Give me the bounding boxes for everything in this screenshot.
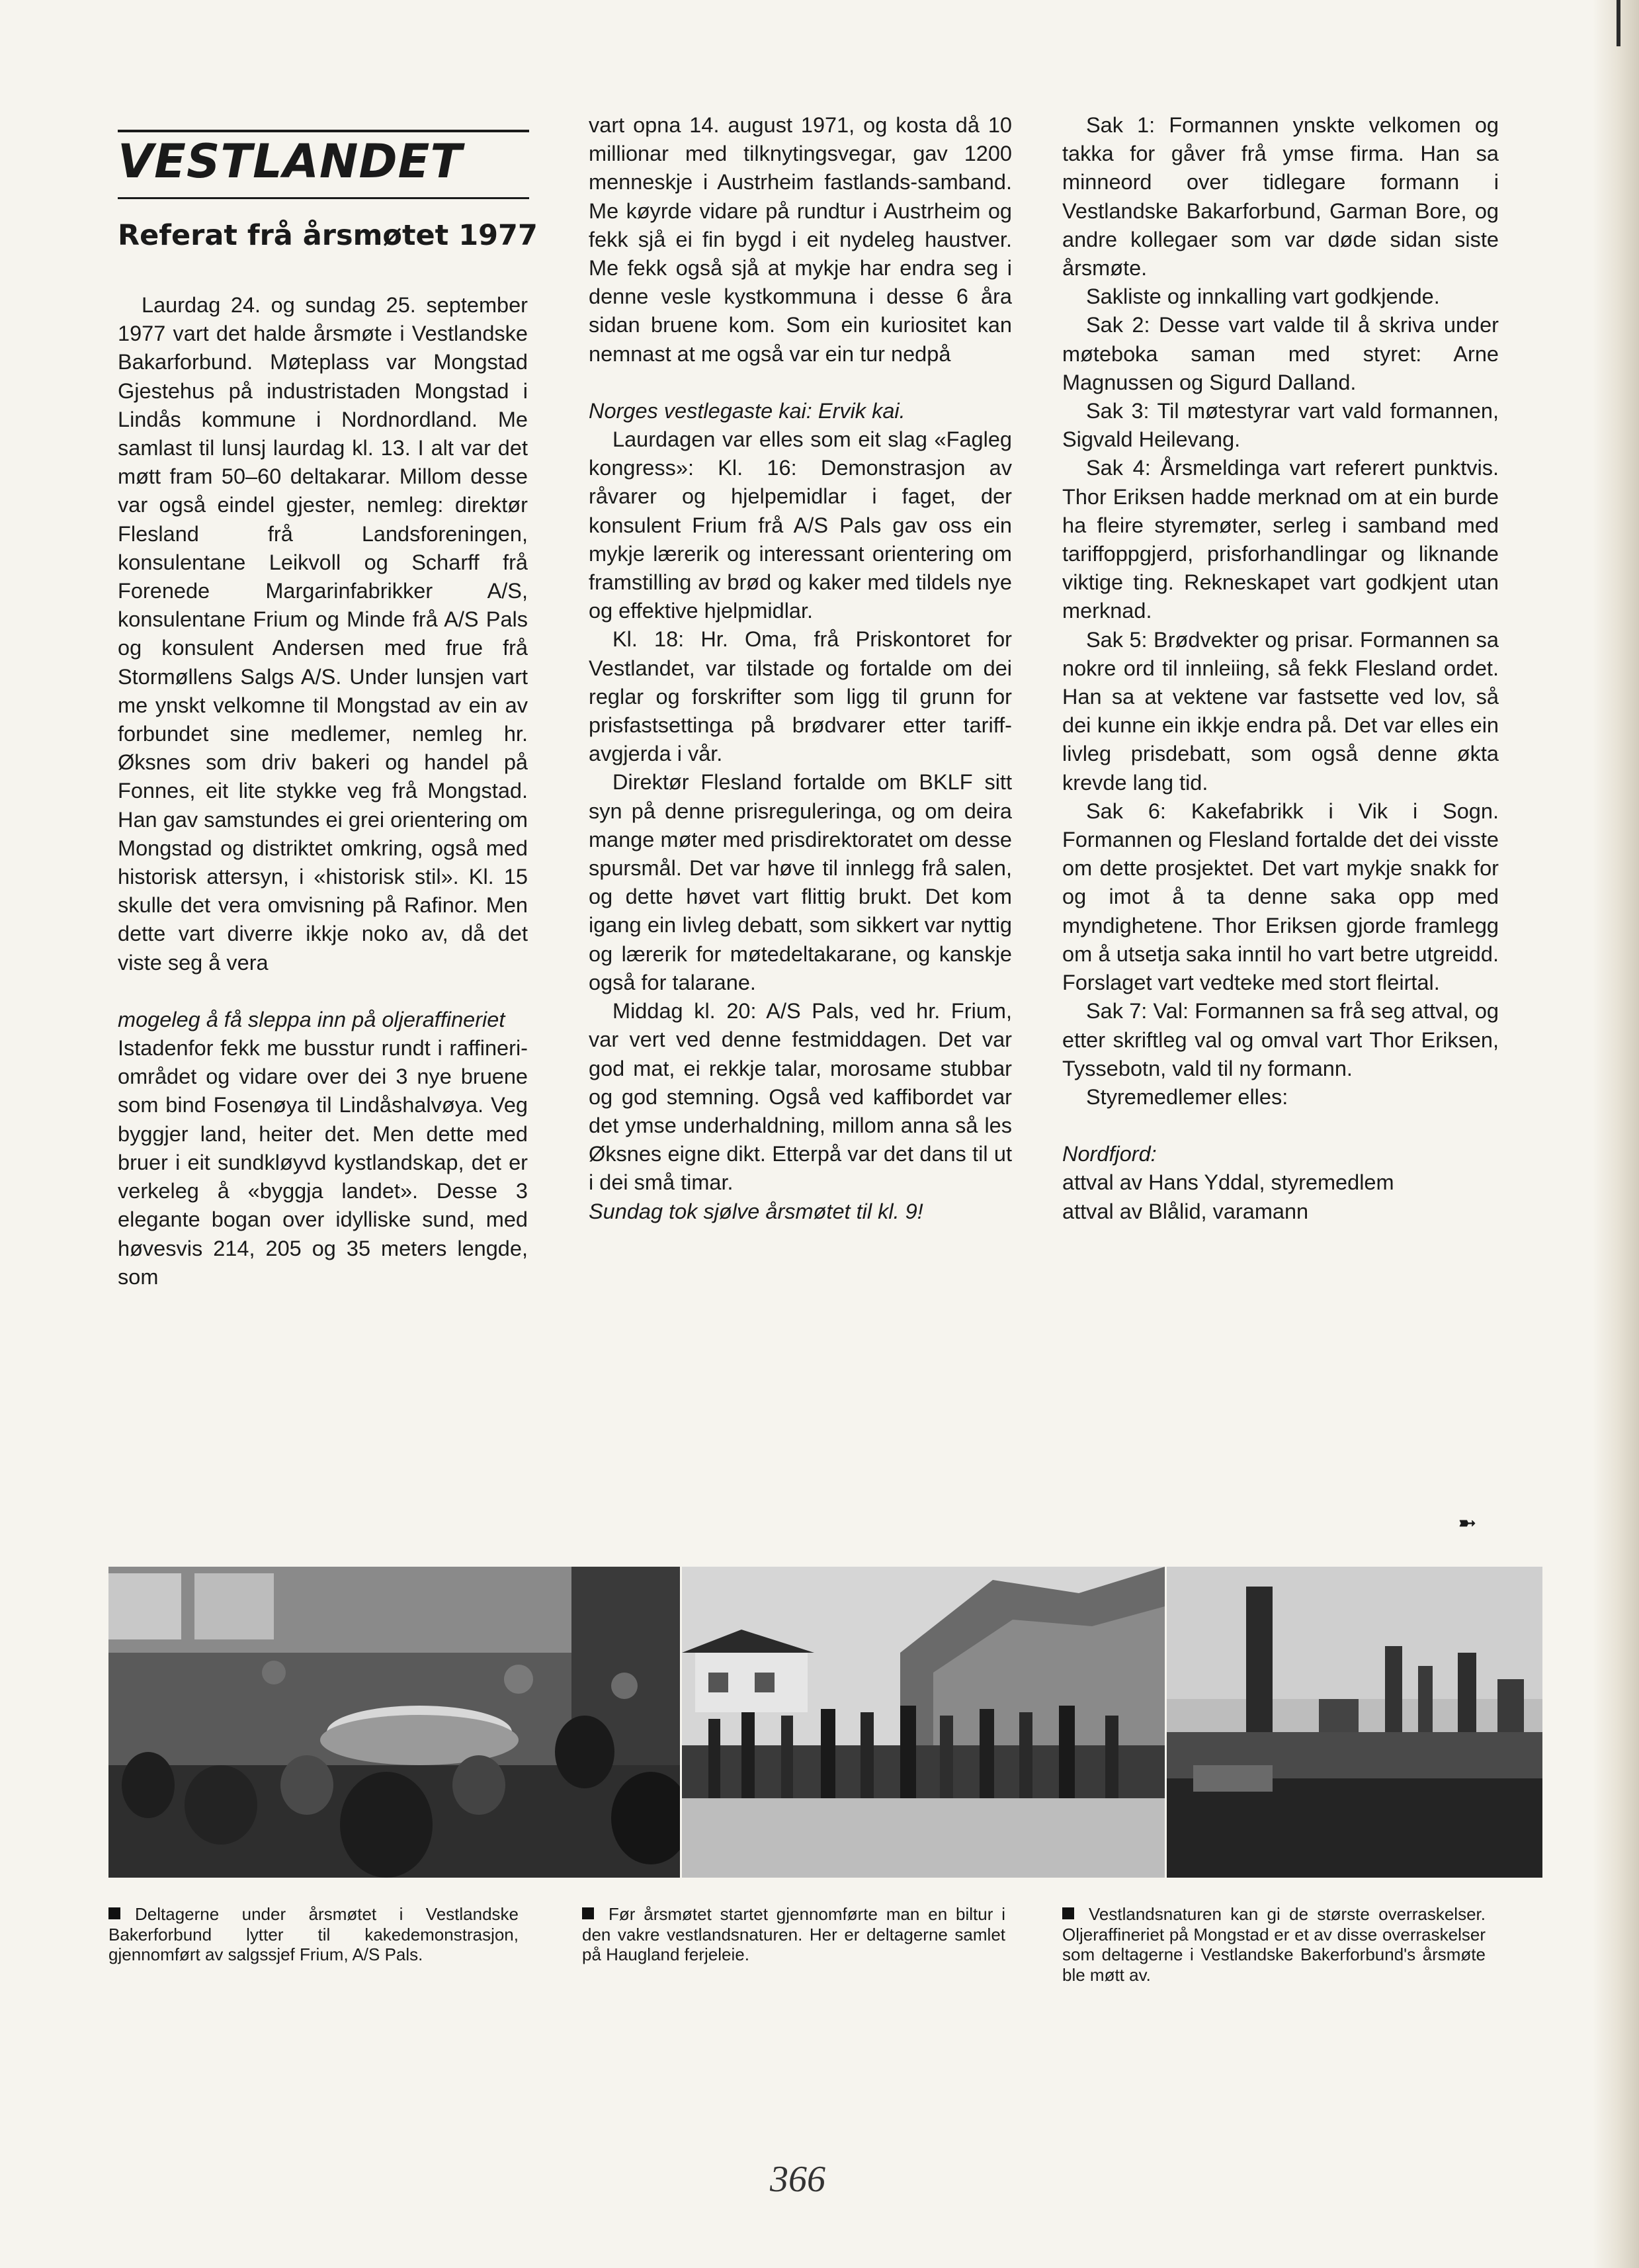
paragraph: Laurdagen var elles som eit slag «Fagleg kongress»: Kl. 16: Demonstrasjon av råvarer og hjelpemidlar i faget, der konsulent Frium frå A/S Pals gav oss ein mykje lærerik og interessant orientering om framstilling av brød og kaker med tildels nye og effektive hjelpmidlar. bbox=[589, 427, 1012, 623]
header-rule-bottom bbox=[118, 197, 529, 199]
subheading: Norges vestlegaste kai: Ervik kai. bbox=[589, 398, 905, 423]
binding-mark bbox=[1617, 0, 1620, 46]
paragraph: Sak 6: Kakefabrikk i Vik i Sogn. Formannen og Flesland fortalde det dei visste om dette prosjektet. Det vart mykje snakk for og imot å ta denne saka opp med myndighetene. Thor Eriksen gjorde framlegg om å utsetja saka inntil ho vart betre utgreidd. Forslaget vart vedteke med stort fleirtal. bbox=[1062, 799, 1499, 995]
paragraph: Kl. 18: Hr. Oma, frå Priskontoret for Vestlandet, var tilstade og fortalde om dei reglar og forskrifter som ligg til grunn for prisfastsettinga på brødvarer etter tariff-avgjerda i vår. bbox=[589, 627, 1012, 766]
subheading: mogeleg å få sleppa inn på oljeraffineriet bbox=[118, 1007, 505, 1031]
paragraph: Sak 2: Desse vart valde til å skriva under møteboka saman med styret: Arne Magnussen og Sigurd Dalland. bbox=[1062, 313, 1499, 394]
ferry-quay-image bbox=[682, 1567, 1165, 1878]
paragraph: Sak 1: Formannen ynskte velkomen og takka for gåver frå ymse firma. Han sa minneord over tidlegare formann i Vestlandske Bakarforbund, Garman Bore, og andre kollegaer som var døde sidan siste årsmøte. bbox=[1062, 113, 1499, 281]
header-rule-top bbox=[118, 130, 529, 132]
paragraph: Sak 3: Til møtestyrar vart vald formannen, Sigvald Heilevang. bbox=[1062, 399, 1499, 452]
caption-3 bbox=[1062, 1904, 1486, 1985]
bullet-icon bbox=[582, 1907, 594, 1919]
caption-2 bbox=[582, 1904, 1005, 1965]
paragraph: attval av Hans Yddal, styremedlem bbox=[1062, 1170, 1394, 1195]
paragraph: Sakliste og innkalling vart godkjende. bbox=[1086, 284, 1440, 309]
caption-text: Vestlandsnaturen kan gi de største overraskelser. Oljeraffineriet på Mongstad er et av disse overraskelser som deltagerne i Vestlandske Bakerforbund's årsmøte ble møtt av. bbox=[1062, 1904, 1486, 1985]
paragraph: Laurdag 24. og sundag 25. september 1977 vart det halde årsmøte i Vestlandske Bakarforbund. Møteplass var Mongstad Gjestehus på industristaden Mongstad i Lindås kommune i Nordnordland. Me samlast til lunsj laurdag kl. 13. I alt var det møtt fram 50–60 deltakarar. Millom desse var også eindel gjester, nemleg: direktør Flesland frå Landsforeningen, konsulentane Leikvoll og Scharff frå Forenede Margarinfabrikker A/S, konsulentane Frium og Minde frå A/S Pals og konsulent Andersen med frue frå Stormøllens Salgs A/S. Under lunsjen vart me ynskt velkomne til Mongstad av ein av forbundet sine medlemer, nemleg hr. Øksnes som driv bakeri og handel på Fonnes, eit lite stykke veg frå Mongstad. Han gav samstundes ei grei orientering om Mongstad og distriktet omkring, også med historisk attersyn, i «historisk stil». Kl. 15 skulle det vera omvisning på Rafinor. Men dette vart diverre ikkje noko av, då det viste seg å vera bbox=[118, 293, 528, 975]
column-3 bbox=[1062, 111, 1499, 1226]
page-edge bbox=[1593, 0, 1639, 2268]
caption-1 bbox=[108, 1904, 519, 1965]
photo-ferry-quay bbox=[682, 1567, 1167, 1878]
paragraph: Sak 5: Brødvekter og prisar. Formannen sa nokre ord til innleiing, så fekk Flesland ordet. Han sa at vektene var fastsette ved lov, så dei kunne ein ikkje endra på. Det var elles ein livleg prisdebatt, som også denne økta krevde lang tid. bbox=[1062, 627, 1499, 795]
caption-text: Deltagerne under årsmøtet i Vestlandske Bakerforbund lytter til kakedemonstrasjon, gjennomført av salgssjef Frium, A/S Pals. bbox=[108, 1904, 519, 1964]
paragraph: attval av Blålid, varamann bbox=[1062, 1199, 1309, 1223]
photo-refinery bbox=[1167, 1567, 1544, 1878]
paragraph: Istadenfor fekk me busstur rundt i raffineri-området og vidare over dei 3 nye bruene som bind Fosenøya til Lindåshalvøya. Veg byggjer land, heiter det. Men dette med bruer i eit sundkløyvd kystlandskap, det er verkeleg å «byggja landet». Desse 3 elegante bogan over idylliske sund, med høvesvis 214, 205 og 35 meters lengde, som bbox=[118, 1036, 528, 1289]
caption-text: Før årsmøtet startet gjennomførte man en biltur i den vakre vestlandsnaturen. Her er deltagerne samlet på Haugland ferjeleie. bbox=[582, 1904, 1005, 1964]
paragraph: Sak 4: Årsmeldinga vart referert punktvis. Thor Eriksen hadde merknad om at ein burde ha fleire styremøter, serleg i samband med tariffoppgjerd, prisforhandlingar og liknande viktige ting. Rekneskapet vart godkjent utan merknad. bbox=[1062, 456, 1499, 623]
paragraph: Direktør Flesland fortalde om BKLF sitt syn på denne prisreguleringa, og om deira mange møter med prisdirektoratet om desse spursmål. Det var høve til innlegg frå salen, og dette høvet vart flittig brukt. Det kom igang ein livleg debatt, som sikkert var nyttig og lærerik for møtedeltakarane, og kanskje også for talarane. bbox=[589, 770, 1012, 994]
paragraph: Sak 7: Val: Formannen sa frå seg attval, og etter skriftleg val og omval vart Thor Eriksen, Tyssebotn, vald til ny formann. bbox=[1062, 999, 1499, 1080]
subheading: Sundag tok sjølve årsmøtet til kl. 9! bbox=[589, 1199, 923, 1223]
article-title: Referat frå årsmøtet 1977 bbox=[118, 219, 538, 252]
meeting-hall-image bbox=[108, 1567, 680, 1878]
paragraph: Middag kl. 20: A/S Pals, ved hr. Frium, var vert ved denne festmiddagen. Det var god mat, ei rekkje talar, morosame stubbar og god stemning. Også ved kaffibordet var det ymse underhaldning, millom anna så les Øksnes eigne dikt. Etterpå var det dans til ut i dei små timar. bbox=[589, 999, 1012, 1195]
page-number: 366 bbox=[770, 2159, 825, 2200]
continue-arrow-icon: ➼ bbox=[1458, 1510, 1477, 1536]
paragraph: Styremedlemer elles: bbox=[1086, 1084, 1288, 1109]
photo-meeting-hall bbox=[108, 1567, 682, 1878]
column-2 bbox=[589, 111, 1012, 1226]
refinery-image bbox=[1167, 1567, 1542, 1878]
column-1 bbox=[118, 291, 528, 1291]
section-title: VESTLANDET bbox=[118, 134, 463, 189]
bullet-icon bbox=[108, 1907, 120, 1919]
subheading: Nordfjord: bbox=[1062, 1142, 1157, 1166]
paragraph: vart opna 14. august 1971, og kosta då 10 millionar med tilknytingsvegar, gav 1200 menneskje i Austrheim fastlands-samband. Me køyrde vidare på rundtur i Austrheim og fekk sjå ei fin bygd i eit nydeleg haustver. Me fekk også sjå at mykje har endra seg i denne vesle kystkommuna i desse 6 åra sidan bruene kom. Som ein kuriositet kan nemnast at me også var ein tur nedpå bbox=[589, 113, 1012, 366]
bullet-icon bbox=[1062, 1907, 1074, 1919]
